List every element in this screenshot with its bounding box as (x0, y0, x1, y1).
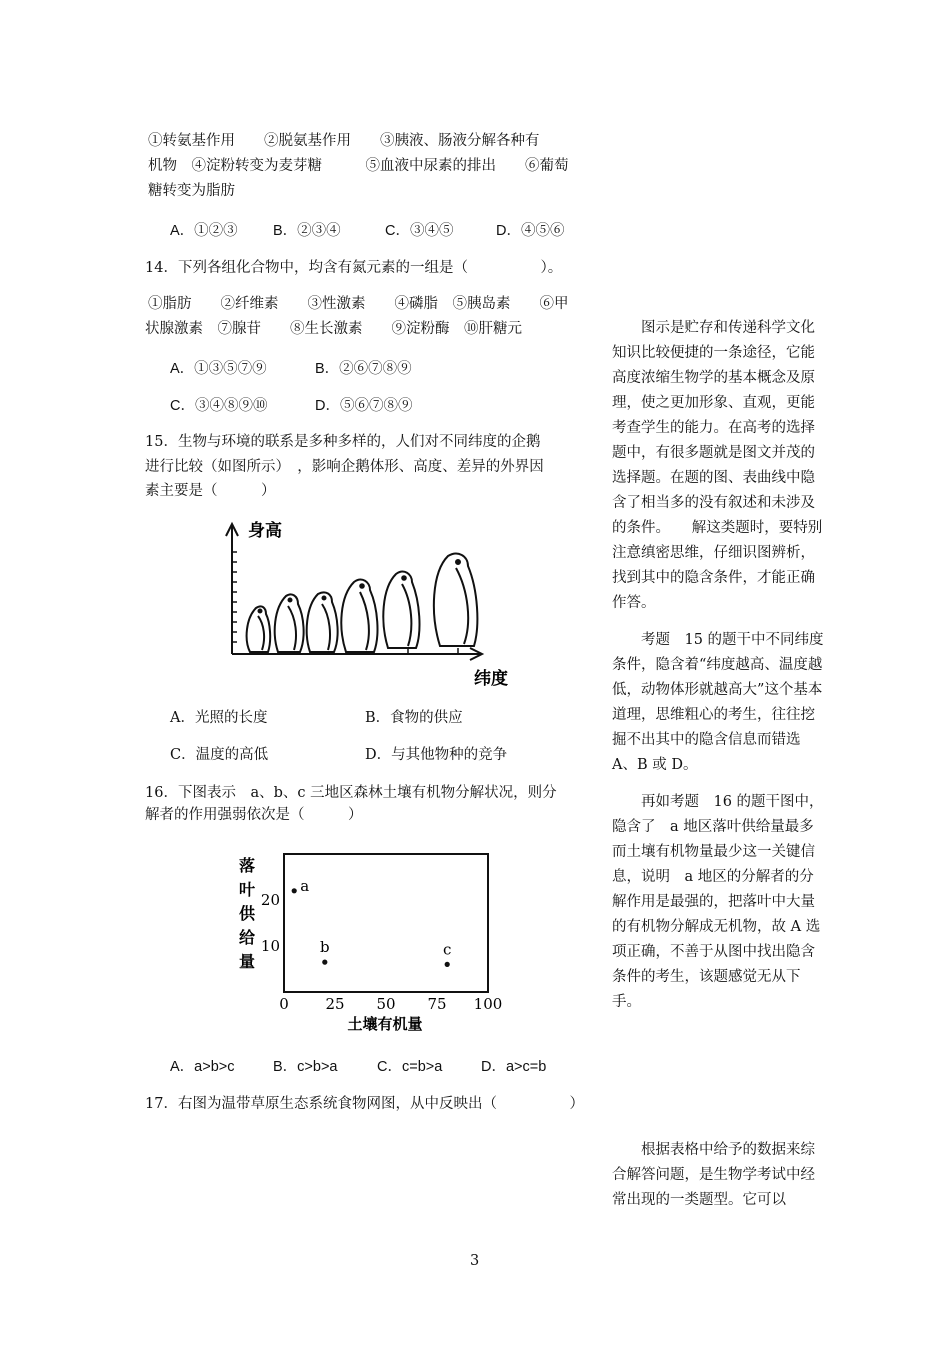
q13-option-line-1: ①转氨基作用 ②脱氨基作用 ③胰液、肠液分解各种有 (148, 133, 540, 149)
q13-choice-c: C．③④⑤ (385, 223, 454, 239)
penguin-1 (247, 606, 271, 652)
sidebar-paragraph-1: 图示是贮存和传递科学文化知识比较便捷的一条途径，它能高度浓缩生物学的基本概念及原理，使之更加形象、直观，更能考查学生的能力。在高考的选择题中，有很多题就是图文并茂的选择题。在题的图、表曲线中隐含了相当多的没有叙述和未涉及的条件。 解这类题时，要特别注意缜密思维，仔细识图辨析，找到其中的隐含条件，才能正确作答。 (612, 320, 823, 611)
penguin-2 (275, 594, 304, 652)
sidebar-paragraph-4: 根据表格中给予的数据来综合解答问题，是生物学考试中经常出现的一类题型。它可以 (612, 1142, 815, 1208)
x-axis-label: 土壤有机量 (347, 1015, 423, 1033)
q13-choice-d: D．④⑤⑥ (496, 223, 565, 239)
x-tick-label: 25 (325, 995, 345, 1013)
sidebar-paragraph-2: 考题 15 的题干中不同纬度条件，隐含着“纬度越高、温度越低，动物体形就越高大”这个基本道理，思维粗心的考生，往往挖掘不出其中的隐含信息而错选 A、B 或 D。 (612, 632, 824, 773)
q13-choice-a: A．①②③ (170, 223, 238, 239)
q16-stem-line-1: 16．下图表示 a、b、c 三地区森林土壤有机物分解状况，则分 (145, 785, 557, 801)
sidebar-paragraph-3: 再如考题 16 的题干图中，隐含了 a 地区落叶供给量最多而土壤有机物量最少这一关键信息，说明 a 地区的分解者的分解作用是最强的，把落叶中大量的有机物分解成无机物，故 A 选项正确，不善于从图中找出隐含条件的考生，该题感觉无从下手。 (612, 794, 824, 1010)
y-axis-label-char: 给 (239, 928, 256, 947)
point-label-a: a (300, 876, 310, 895)
y-axis-label-char: 量 (239, 952, 256, 971)
y-axis-label-char: 供 (239, 904, 256, 923)
q15-stem-line-2: 进行比较（如图所示） ，影响企鹅体形、高度、差异的外界因 (145, 459, 544, 475)
q13-choice-b: B．②③④ (273, 223, 341, 239)
penguin-5 (383, 572, 419, 648)
x-tick-label: 75 (427, 995, 447, 1013)
page-number: 3 (470, 1253, 480, 1269)
point-label-b: b (319, 938, 330, 957)
y-tick-label: 20 (260, 891, 280, 909)
q16-stem-line-2: 解者的作用强弱依次是（ ） (145, 807, 363, 823)
q15-choice-a: A．光照的长度 (170, 710, 268, 726)
q15-stem-line-1: 15．生物与环境的联系是多种多样的，人们对不同纬度的企鹅 (145, 434, 541, 450)
point-b (322, 960, 327, 965)
penguin-3 (307, 592, 338, 652)
point-a (292, 888, 297, 893)
point-label-c: c (442, 940, 452, 959)
point-c (445, 962, 450, 967)
q15-choice-d: D．与其他物种的竞争 (365, 747, 508, 763)
q16-chart (235, 845, 505, 1035)
y-axis-label (239, 856, 256, 971)
plot-frame (284, 854, 488, 992)
x-tick-label: 50 (376, 995, 396, 1013)
q16-choice-d: D．a>c=b (481, 1059, 547, 1075)
q14-choice-d: D．⑤⑥⑦⑧⑨ (315, 398, 413, 414)
x-tick-label: 100 (473, 995, 503, 1013)
q14-choice-c: C．③④⑧⑨⑩ (170, 398, 268, 414)
y-axis-label: 身高 (248, 521, 282, 541)
q14-option-line-2: 状腺激素 ⑦腺苷 ⑧生长激素 ⑨淀粉酶 ⑩肝糖元 (145, 321, 522, 337)
y-axis-label-char: 叶 (239, 880, 256, 899)
q17-stem: 17．右图为温带草原生态系统食物网图，从中反映出（ ） (145, 1096, 584, 1112)
x-axis-label: 纬度 (474, 669, 508, 689)
x-tick-label: 0 (279, 995, 289, 1013)
q14-choice-b: B．②⑥⑦⑧⑨ (315, 361, 412, 377)
q13-option-line-2: 机物 ④淀粉转变为麦芽糖 ⑤血液中尿素的排出 ⑥葡萄 (148, 158, 569, 174)
penguin-figure (218, 512, 518, 692)
q15-choice-b: B．食物的供应 (365, 710, 463, 726)
penguin-4 (341, 580, 377, 652)
q13-option-line-3: 糖转变为脂肪 (148, 183, 235, 199)
q16-choice-a: A．a>b>c (170, 1059, 235, 1075)
q14-choice-a: A．①③⑤⑦⑨ (170, 361, 267, 377)
y-axis-label-char: 落 (239, 856, 256, 875)
y-tick-label: 10 (260, 937, 280, 955)
q14-option-line-1: ①脂肪 ②纤维素 ③性激素 ④磷脂 ⑤胰岛素 ⑥甲 (148, 296, 569, 312)
q15-choice-c: C．温度的高低 (170, 747, 269, 763)
q16-choice-b: B．c>b>a (273, 1059, 338, 1075)
penguin-6 (434, 554, 477, 646)
q14-stem: 14．下列各组化合物中，均含有氮元素的一组是（ ）。 (145, 260, 563, 276)
q16-choice-c: C．c=b>a (377, 1059, 443, 1075)
q15-stem-line-3: 素主要是（ ） (145, 483, 276, 499)
